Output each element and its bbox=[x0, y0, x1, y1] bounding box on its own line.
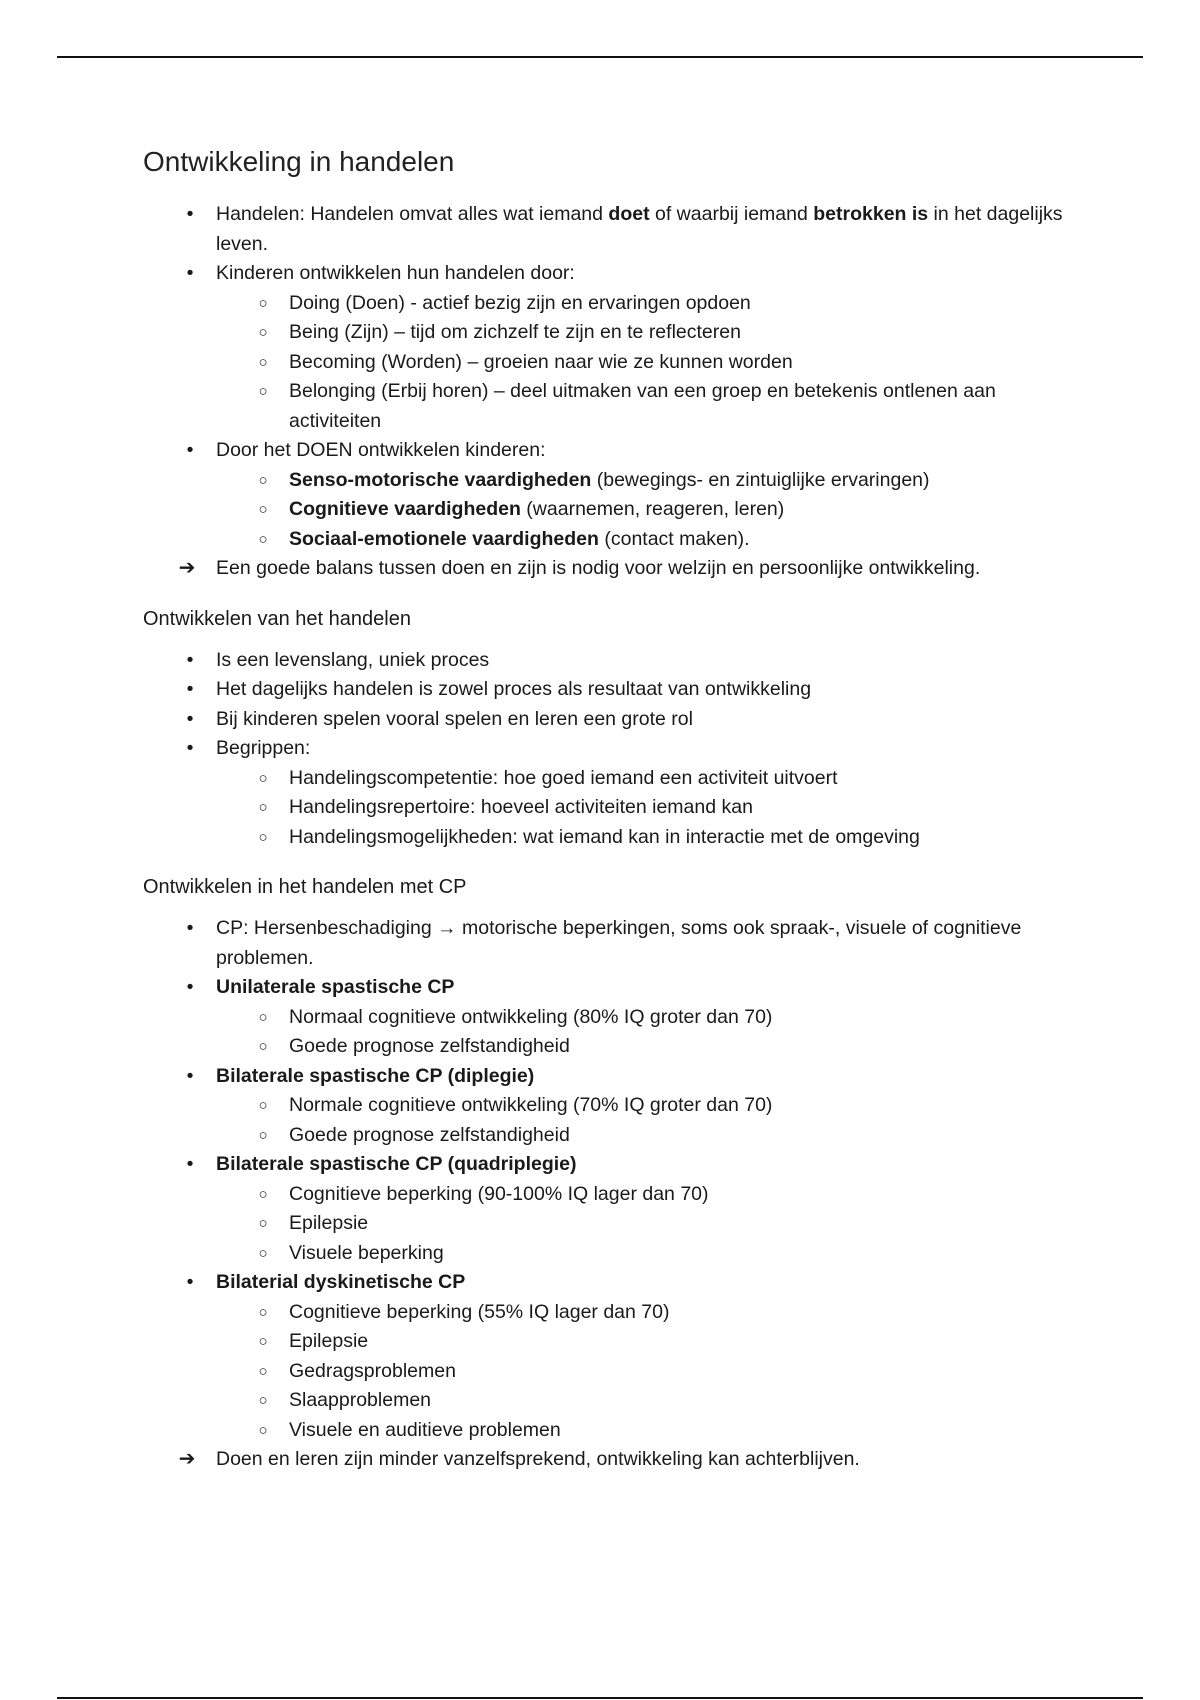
circle-bullet-icon: ○ bbox=[258, 828, 268, 846]
list-item: • Begrippen: bbox=[143, 734, 1083, 764]
section-heading: Ontwikkelen van het handelen bbox=[143, 607, 411, 630]
circle-bullet-icon: ○ bbox=[258, 1392, 268, 1409]
sub-list-item: ○ Gedragsproblemen bbox=[143, 1357, 1083, 1387]
circle-bullet-icon: ○ bbox=[258, 383, 268, 400]
conclusion-item: ➔ Doen en leren zijn minder vanzelfsprekend, ontwikkeling kan achterblijven. bbox=[143, 1445, 1083, 1475]
bullet-icon: • bbox=[186, 1153, 194, 1175]
circle-bullet-icon: ○ bbox=[258, 1362, 268, 1380]
page-title: Ontwikkeling in handelen bbox=[143, 146, 455, 177]
section-1-list bbox=[143, 200, 1083, 584]
circle-bullet-icon: ○ bbox=[258, 1333, 268, 1350]
circle-bullet-icon: ○ bbox=[258, 324, 268, 341]
sub-list-item: ○ Visuele en auditieve problemen bbox=[143, 1416, 1083, 1446]
circle-bullet-icon: ○ bbox=[258, 1038, 268, 1055]
list-item: • Kinderen ontwikkelen hun handelen door: bbox=[143, 259, 1083, 289]
list-item: • Is een levenslang, uniek proces bbox=[143, 646, 1083, 676]
bullet-icon: • bbox=[186, 1064, 194, 1087]
sub-list-item: ○ Epilepsie bbox=[143, 1209, 1083, 1239]
bullet-icon: • bbox=[186, 737, 194, 759]
circle-bullet-icon: ○ bbox=[258, 1215, 268, 1232]
sub-list-item: ○ Handelingscompetentie: hoe goed iemand een activiteit uitvoert bbox=[143, 764, 1083, 794]
sub-list-item: ○ Cognitieve beperking (55% IQ lager dan 70) bbox=[143, 1298, 1083, 1328]
list-item: • Bilaterale spastische CP (diplegie) bbox=[143, 1062, 1083, 1092]
circle-bullet-icon: ○ bbox=[258, 501, 268, 518]
circle-bullet-icon: ○ bbox=[258, 1303, 268, 1321]
section-3-list bbox=[143, 914, 1083, 1475]
document-body bbox=[143, 138, 1083, 1475]
sub-list-item: ○ Goede prognose zelfstandigheid bbox=[143, 1032, 1083, 1062]
circle-bullet-icon: ○ bbox=[258, 799, 268, 816]
circle-bullet-icon: ○ bbox=[258, 1097, 268, 1114]
circle-bullet-icon: ○ bbox=[258, 1008, 268, 1026]
circle-bullet-icon: ○ bbox=[258, 1126, 268, 1144]
list-item: • Door het DOEN ontwikkelen kinderen: bbox=[143, 436, 1083, 466]
bullet-icon: • bbox=[186, 439, 194, 461]
sub-list-item: ○ Cognitieve beperking (90-100% IQ lager dan 70) bbox=[143, 1180, 1083, 1210]
sub-list-item: ○ Cognitieve vaardigheden (waarnemen, reageren, leren) bbox=[143, 495, 1083, 525]
list-item: • Handelen: Handelen omvat alles wat iemand doet of waarbij iemand betrokken is in het dagelijks leven. bbox=[143, 200, 1083, 259]
bullet-icon: • bbox=[186, 262, 194, 284]
sub-list-item: ○ Visuele beperking bbox=[143, 1239, 1083, 1269]
sub-list-item: ○ Normaal cognitieve ontwikkeling (80% IQ groter dan 70) bbox=[143, 1003, 1083, 1033]
section-2-list bbox=[143, 646, 1083, 853]
footer-rule bbox=[57, 1697, 1143, 1699]
sub-list-item: ○ Handelingsrepertoire: hoeveel activiteiten iemand kan bbox=[143, 793, 1083, 823]
circle-bullet-icon: ○ bbox=[258, 1244, 268, 1262]
arrow-right-icon: ➔ bbox=[178, 557, 196, 579]
conclusion-item: ➔ Een goede balans tussen doen en zijn is nodig voor welzijn en persoonlijke ontwikkeling. bbox=[143, 554, 1083, 584]
list-item: • Bilaterial dyskinetische CP bbox=[143, 1268, 1083, 1298]
header-rule bbox=[57, 56, 1143, 58]
list-item: • Unilaterale spastische CP bbox=[143, 973, 1083, 1003]
section-heading: Ontwikkelen in het handelen met CP bbox=[143, 876, 467, 898]
circle-bullet-icon: ○ bbox=[258, 769, 268, 787]
arrow-right-icon: ➔ bbox=[178, 1448, 196, 1470]
circle-bullet-icon: ○ bbox=[258, 353, 268, 371]
circle-bullet-icon: ○ bbox=[258, 530, 268, 548]
list-item: • Bilaterale spastische CP (quadriplegie) bbox=[143, 1150, 1083, 1180]
bullet-icon: • bbox=[186, 707, 194, 730]
list-item: • Bij kinderen spelen vooral spelen en leren een grote rol bbox=[143, 705, 1083, 735]
bullet-icon: • bbox=[186, 203, 194, 225]
circle-bullet-icon: ○ bbox=[258, 1421, 268, 1439]
sub-list-item: ○ Handelingsmogelijkheden: wat iemand kan in interactie met de omgeving bbox=[143, 823, 1083, 853]
sub-list-item: ○ Sociaal-emotionele vaardigheden (contact maken). bbox=[143, 525, 1083, 555]
sub-list-item: ○ Epilepsie bbox=[143, 1327, 1083, 1357]
sub-list-item: ○ Senso-motorische vaardigheden (bewegings- en zintuiglijke ervaringen) bbox=[143, 466, 1083, 496]
sub-list-item: ○ Belonging (Erbij horen) – deel uitmaken van een groep en betekenis ontlenen aan activiteiten bbox=[143, 377, 1083, 436]
circle-bullet-icon: ○ bbox=[258, 471, 268, 489]
circle-bullet-icon: ○ bbox=[258, 294, 268, 312]
sub-list-item: ○ Normale cognitieve ontwikkeling (70% IQ groter dan 70) bbox=[143, 1091, 1083, 1121]
bullet-icon: • bbox=[186, 917, 194, 939]
bullet-icon: • bbox=[186, 976, 194, 998]
sub-list-item: ○ Becoming (Worden) – groeien naar wie ze kunnen worden bbox=[143, 348, 1083, 378]
bullet-icon: • bbox=[186, 678, 194, 700]
sub-list-item: ○ Goede prognose zelfstandigheid bbox=[143, 1121, 1083, 1151]
list-item: • CP: Hersenbeschadiging → motorische beperkingen, soms ook spraak-, visuele of cognitieve problemen. bbox=[143, 914, 1083, 973]
bullet-icon: • bbox=[186, 1271, 194, 1293]
list-item: • Het dagelijks handelen is zowel proces als resultaat van ontwikkeling bbox=[143, 675, 1083, 705]
circle-bullet-icon: ○ bbox=[258, 1185, 268, 1203]
sub-list-item: ○ Slaapproblemen bbox=[143, 1386, 1083, 1416]
sub-list-item: ○ Doing (Doen) - actief bezig zijn en ervaringen opdoen bbox=[143, 289, 1083, 319]
sub-list-item: ○ Being (Zijn) – tijd om zichzelf te zijn en te reflecteren bbox=[143, 318, 1083, 348]
bullet-icon: • bbox=[186, 648, 194, 671]
